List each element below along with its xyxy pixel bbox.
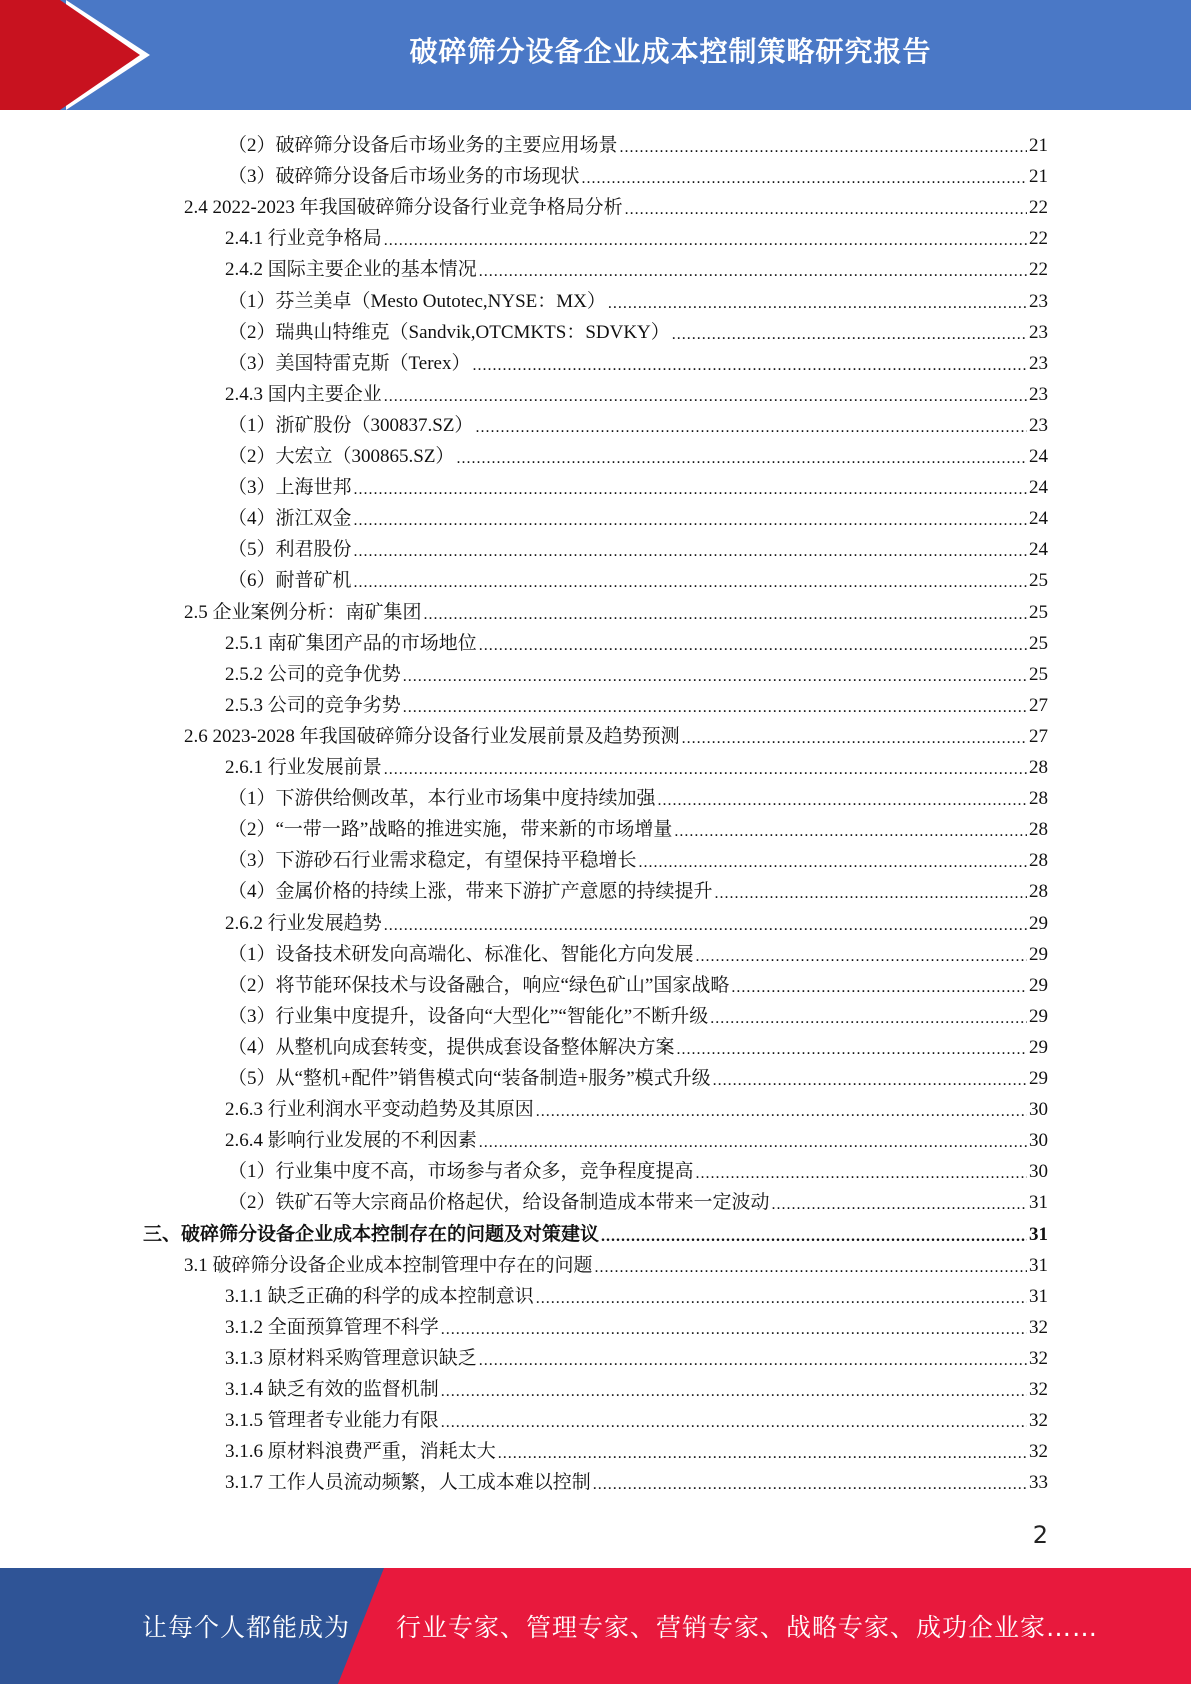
toc-entry-label: （2）大宏立（300865.SZ） bbox=[228, 446, 455, 467]
toc-entry[interactable] bbox=[228, 1030, 1048, 1061]
toc-entry-page: 28 bbox=[1029, 757, 1048, 778]
toc-entry[interactable] bbox=[225, 1123, 1048, 1154]
toc-entry[interactable] bbox=[228, 1154, 1048, 1185]
toc-entry-label: 3.1.4 缺乏有效的监督机制 bbox=[225, 1379, 439, 1400]
toc-entry[interactable] bbox=[228, 470, 1048, 501]
toc-entry-label: （4）金属价格的持续上涨，带来下游扩产意愿的持续提升 bbox=[228, 881, 713, 903]
toc-entry-label: （2）破碎筛分设备后市场业务的主要应用场景 bbox=[228, 135, 618, 156]
toc-entry[interactable] bbox=[225, 906, 1048, 937]
toc-leader-dots bbox=[354, 479, 1027, 501]
toc-entry-label: 3.1.3 原材料采购管理意识缺乏 bbox=[225, 1347, 477, 1369]
toc-entry-page: 32 bbox=[1029, 1347, 1048, 1369]
toc-leader-dots bbox=[696, 1163, 1027, 1185]
toc-leader-dots bbox=[595, 1257, 1027, 1279]
toc-leader-dots bbox=[472, 355, 1027, 377]
toc-entry-page: 24 bbox=[1029, 508, 1048, 530]
toc-entry-label: （2）“一带一路”战略的推进实施，带来新的市场增量 bbox=[228, 819, 673, 841]
toc-leader-dots bbox=[479, 635, 1027, 657]
page-header bbox=[0, 0, 1191, 110]
toc-entry-label: 3.1.5 管理者专业能力有限 bbox=[225, 1410, 439, 1432]
toc-entry-page: 28 bbox=[1029, 819, 1048, 841]
toc-entry-label: （1）下游供给侧改革，本行业市场集中度持续加强 bbox=[228, 788, 656, 810]
toc-leader-dots bbox=[384, 230, 1027, 252]
toc-entry-page: 29 bbox=[1029, 1068, 1048, 1089]
toc-entry-page: 32 bbox=[1029, 1441, 1048, 1463]
toc-leader-dots bbox=[601, 1226, 1027, 1248]
toc-entry-page: 29 bbox=[1029, 1036, 1048, 1058]
toc-entry-label: 2.4.2 国际主要企业的基本情况 bbox=[225, 259, 477, 281]
toc-entry[interactable] bbox=[228, 501, 1048, 532]
toc-entry[interactable] bbox=[225, 377, 1048, 408]
toc-entry-label: （2）瑞典山特维克（Sandvik,OTCMKTS：SDVKY） bbox=[228, 321, 670, 343]
toc-entry-label: 3.1.7 工作人员流动频繁，人工成本难以控制 bbox=[225, 1472, 591, 1494]
toc-leader-dots bbox=[582, 168, 1027, 190]
toc-leader-dots bbox=[354, 510, 1027, 532]
page-number: 2 bbox=[1032, 1521, 1048, 1549]
toc-entry-page: 31 bbox=[1029, 1285, 1048, 1307]
toc-entry-label: （3）行业集中度提升，设备向“大型化”“智能化”不断升级 bbox=[228, 1005, 709, 1027]
toc-entry[interactable] bbox=[184, 595, 1048, 626]
toc-leader-dots bbox=[674, 821, 1027, 843]
toc-entry-page: 28 bbox=[1029, 881, 1048, 903]
toc-leader-dots bbox=[384, 386, 1027, 408]
toc-entry[interactable] bbox=[225, 657, 1048, 688]
toc-entry[interactable] bbox=[225, 1403, 1048, 1434]
toc-entry[interactable] bbox=[228, 439, 1048, 470]
toc-entry[interactable] bbox=[225, 1434, 1048, 1465]
toc-entry-page: 24 bbox=[1029, 446, 1048, 467]
toc-entry-page: 22 bbox=[1029, 259, 1048, 281]
toc-entry-page: 33 bbox=[1029, 1472, 1048, 1494]
toc-leader-dots bbox=[479, 1350, 1027, 1372]
toc-entry-page: 29 bbox=[1029, 974, 1048, 996]
toc-leader-dots bbox=[677, 1039, 1027, 1061]
toc-entry-page: 25 bbox=[1029, 632, 1048, 654]
toc-entry-page: 25 bbox=[1029, 663, 1048, 685]
toc-entry-label: 2.6.2 行业发展趋势 bbox=[225, 912, 382, 934]
toc-entry[interactable] bbox=[228, 843, 1048, 874]
toc-entry-page: 23 bbox=[1029, 414, 1048, 436]
toc-entry[interactable] bbox=[184, 719, 1048, 750]
toc-leader-dots bbox=[620, 137, 1027, 159]
toc-entry-page: 32 bbox=[1029, 1316, 1048, 1338]
toc-entry[interactable] bbox=[228, 999, 1048, 1030]
footer-slogan-right: 行业专家、管理专家、营销专家、战略专家、成功企业家…… bbox=[396, 1613, 1099, 1642]
toc-entry-page: 23 bbox=[1029, 383, 1048, 405]
toc-entry-page: 28 bbox=[1029, 850, 1048, 872]
toc-leader-dots bbox=[658, 790, 1027, 812]
toc-entry[interactable] bbox=[228, 346, 1048, 377]
toc-leader-dots bbox=[384, 915, 1027, 937]
toc-entry-page: 30 bbox=[1029, 1130, 1048, 1152]
toc-leader-dots bbox=[536, 1101, 1027, 1123]
toc-entry-label: 3.1.6 原材料浪费严重，消耗太大 bbox=[225, 1441, 496, 1463]
toc-entry-page: 29 bbox=[1029, 1005, 1048, 1027]
toc-entry[interactable] bbox=[228, 781, 1048, 812]
toc-entry-page: 22 bbox=[1029, 197, 1048, 219]
toc-leader-dots bbox=[713, 1070, 1027, 1092]
toc-entry-label: 2.4.3 国内主要企业 bbox=[225, 383, 382, 405]
toc-entry-label: 2.6.4 影响行业发展的不利因素 bbox=[225, 1130, 477, 1152]
toc-entry-label: 2.6.3 行业利润水平变动趋势及其原因 bbox=[225, 1099, 534, 1121]
toc-entry-label: （1）芬兰美卓（Mesto Outotec,NYSE：MX） bbox=[228, 290, 606, 312]
toc-entry-page: 23 bbox=[1029, 321, 1048, 343]
toc-entry-label: 2.5.3 公司的竞争劣势 bbox=[225, 694, 401, 716]
toc-entry[interactable] bbox=[228, 284, 1048, 315]
toc-entry-label: 2.4 2022-2023 年我国破碎筛分设备行业竞争格局分析 bbox=[184, 197, 623, 219]
toc-entry-label: （3）破碎筛分设备后市场业务的市场现状 bbox=[228, 166, 580, 188]
toc-entry[interactable] bbox=[184, 190, 1048, 221]
toc-leader-dots bbox=[354, 572, 1027, 594]
toc-leader-dots bbox=[475, 417, 1027, 439]
toc-entry-page: 31 bbox=[1029, 1192, 1048, 1214]
toc-entry[interactable] bbox=[225, 252, 1048, 283]
toc-entry-label: 3.1.1 缺乏正确的科学的成本控制意识 bbox=[225, 1285, 534, 1307]
toc-entry-page: 28 bbox=[1029, 788, 1048, 810]
toc-entry[interactable] bbox=[225, 1279, 1048, 1310]
toc-entry[interactable] bbox=[225, 1465, 1048, 1496]
toc-entry[interactable] bbox=[225, 1310, 1048, 1341]
toc-entry-page: 32 bbox=[1029, 1410, 1048, 1432]
toc-leader-dots bbox=[424, 604, 1027, 626]
toc-entry-page: 30 bbox=[1029, 1099, 1048, 1121]
toc-entry-page: 29 bbox=[1029, 943, 1048, 965]
toc-leader-dots bbox=[479, 261, 1027, 283]
page-footer bbox=[0, 1568, 1191, 1684]
toc-leader-dots bbox=[672, 324, 1027, 346]
toc-leader-dots bbox=[710, 1008, 1027, 1030]
toc-leader-dots bbox=[696, 946, 1027, 968]
toc-entry[interactable] bbox=[225, 688, 1048, 719]
toc-entry-page: 30 bbox=[1029, 1161, 1048, 1183]
toc-entry-label: 2.5.1 南矿集团产品的市场地位 bbox=[225, 632, 477, 654]
toc-entry-label: （3）美国特雷克斯（Terex） bbox=[228, 352, 471, 374]
toc-entry[interactable] bbox=[228, 159, 1048, 190]
toc-leader-dots bbox=[498, 1443, 1027, 1465]
toc-entry-label: （6）耐普矿机 bbox=[228, 570, 352, 592]
toc-entry[interactable] bbox=[184, 1248, 1048, 1279]
toc-leader-dots bbox=[682, 728, 1027, 750]
toc-entry[interactable] bbox=[225, 1092, 1048, 1123]
toc-entry-page: 29 bbox=[1029, 912, 1048, 934]
toc-entry-label: 2.6 2023-2028 年我国破碎筛分设备行业发展前景及趋势预测 bbox=[184, 725, 680, 747]
toc-leader-dots bbox=[536, 1288, 1027, 1310]
toc-leader-dots bbox=[593, 1474, 1027, 1496]
toc-entry[interactable] bbox=[225, 1341, 1048, 1372]
toc-entry-page: 31 bbox=[1029, 1223, 1048, 1245]
toc-entry-page: 25 bbox=[1029, 601, 1048, 623]
toc-leader-dots bbox=[479, 1132, 1027, 1154]
toc-entry[interactable] bbox=[228, 1061, 1048, 1092]
toc-entry-label: 2.5 企业案例分析：南矿集团 bbox=[184, 601, 422, 623]
toc-entry-page: 24 bbox=[1029, 477, 1048, 499]
header-red-chevron bbox=[60, 0, 140, 110]
toc-entry[interactable] bbox=[228, 1185, 1048, 1216]
toc-leader-dots bbox=[625, 199, 1027, 221]
toc-entry[interactable] bbox=[228, 874, 1048, 905]
toc-entry-label: （4）从整机向成套转变，提供成套设备整体解决方案 bbox=[228, 1036, 675, 1058]
toc-leader-dots bbox=[772, 1194, 1027, 1216]
toc-leader-dots bbox=[731, 977, 1027, 999]
toc-entry-label: （3）下游砂石行业需求稳定，有望保持平稳增长 bbox=[228, 850, 637, 872]
toc-entry[interactable] bbox=[228, 812, 1048, 843]
toc-entry[interactable] bbox=[228, 128, 1048, 159]
toc-entry[interactable] bbox=[228, 315, 1048, 346]
toc-leader-dots bbox=[354, 541, 1027, 563]
toc-entry-page: 27 bbox=[1029, 725, 1048, 747]
toc-entry-page: 23 bbox=[1029, 290, 1048, 312]
toc-entry-page: 21 bbox=[1029, 135, 1048, 156]
toc-entry-page: 22 bbox=[1029, 228, 1048, 250]
toc-entry-label: （3）上海世邦 bbox=[228, 477, 352, 499]
toc-entry[interactable] bbox=[225, 626, 1048, 657]
toc-entry[interactable] bbox=[228, 968, 1048, 999]
toc-leader-dots bbox=[384, 759, 1027, 781]
toc-entry-page: 21 bbox=[1029, 166, 1048, 188]
toc-entry-page: 23 bbox=[1029, 352, 1048, 374]
toc-leader-dots bbox=[456, 448, 1027, 470]
toc-entry[interactable] bbox=[228, 408, 1048, 439]
footer-slogan-left: 让每个人都能成为 bbox=[142, 1613, 351, 1642]
toc-leader-dots bbox=[403, 697, 1027, 719]
toc-entry-label: （2）将节能环保技术与设备融合，响应“绿色矿山”国家战略 bbox=[228, 974, 730, 996]
toc-entry[interactable] bbox=[225, 750, 1048, 781]
toc-entry[interactable] bbox=[225, 1372, 1048, 1403]
toc-leader-dots bbox=[441, 1381, 1027, 1403]
toc-entry-label: （2）铁矿石等大宗商品价格起伏，给设备制造成本带来一定波动 bbox=[228, 1192, 770, 1214]
toc-leader-dots bbox=[715, 883, 1027, 905]
toc-leader-dots bbox=[403, 666, 1027, 688]
toc-entry-label: 三、破碎筛分设备企业成本控制存在的问题及对策建议 bbox=[143, 1223, 600, 1245]
toc-entry[interactable] bbox=[228, 563, 1048, 594]
toc-entry-label: （1）设备技术研发向高端化、标准化、智能化方向发展 bbox=[228, 943, 694, 965]
toc-entry-page: 31 bbox=[1029, 1254, 1048, 1276]
toc-entry-label: 2.6.1 行业发展前景 bbox=[225, 757, 382, 778]
toc-entry-label: 3.1 破碎筛分设备企业成本控制管理中存在的问题 bbox=[184, 1254, 593, 1276]
toc-entry-label: （1）浙矿股份（300837.SZ） bbox=[228, 414, 474, 436]
toc-entry-page: 27 bbox=[1029, 694, 1048, 716]
toc-entry-label: （1）行业集中度不高，市场参与者众多，竞争程度提高 bbox=[228, 1161, 694, 1183]
toc-entry[interactable] bbox=[228, 937, 1048, 968]
toc-entry-label: 2.5.2 公司的竞争优势 bbox=[225, 663, 401, 685]
toc-entry-label: 2.4.1 行业竞争格局 bbox=[225, 228, 382, 250]
toc-entry[interactable] bbox=[225, 221, 1048, 252]
toc-leader-dots bbox=[441, 1319, 1027, 1341]
toc-entry[interactable] bbox=[228, 532, 1048, 563]
toc-entry-label: （5）从“整机+配件”销售模式向“装备制造+服务”模式升级 bbox=[228, 1068, 711, 1089]
toc-entry-page: 24 bbox=[1029, 539, 1048, 561]
toc-entry-label: （4）浙江双金 bbox=[228, 508, 352, 530]
toc-entry-label: （5）利君股份 bbox=[228, 539, 352, 561]
toc-entry-page: 32 bbox=[1029, 1379, 1048, 1400]
report-title: 破碎筛分设备企业成本控制策略研究报告 bbox=[409, 35, 932, 68]
toc-leader-dots bbox=[639, 852, 1027, 874]
toc-entry[interactable] bbox=[143, 1217, 1048, 1248]
toc-leader-dots bbox=[608, 293, 1027, 315]
toc-entry-label: 3.1.2 全面预算管理不科学 bbox=[225, 1316, 439, 1338]
toc-leader-dots bbox=[441, 1412, 1027, 1434]
toc-entry-page: 25 bbox=[1029, 570, 1048, 592]
header-red-accent bbox=[0, 0, 60, 110]
